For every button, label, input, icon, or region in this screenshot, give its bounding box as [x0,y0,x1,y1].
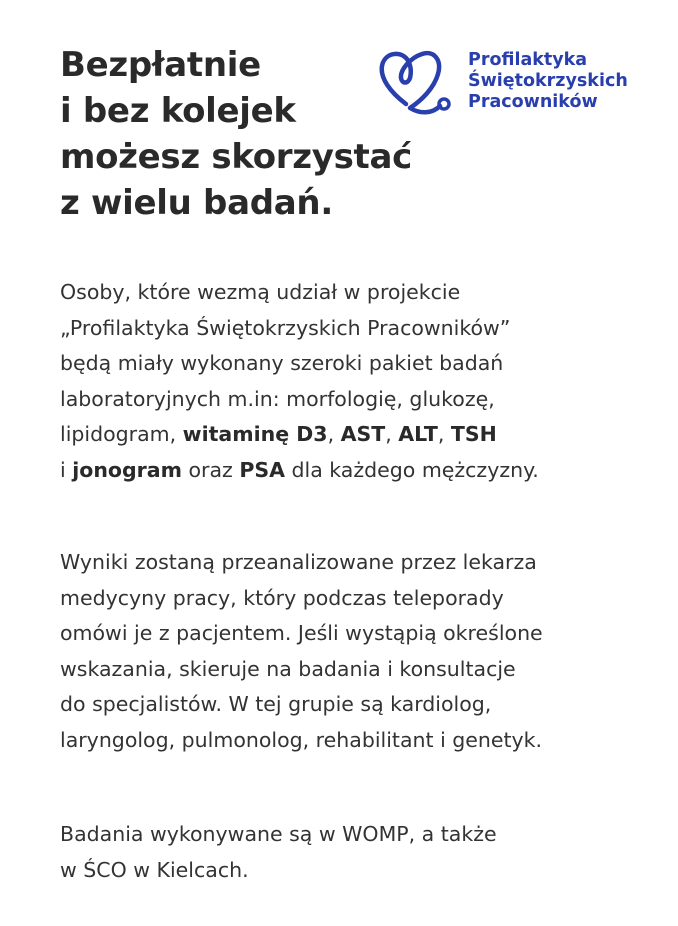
bold-term: jonogram [72,457,182,482]
headline-line: Bezpłatnie [60,45,261,85]
logo-text-line: Profilaktyka [468,50,588,70]
paragraph-line: Badania wykonywane są w WOMP, a także [60,822,497,846]
bold-term: ALT [398,422,438,446]
headline-line: możesz skorzystać [60,137,412,177]
logo-text-line: Pracowników [468,92,598,112]
paragraph-line: do specjalistów. W tej grupie są kardiolog, [60,692,492,716]
bold-term: TSH [450,422,497,446]
headline-line: i bez kolejek [60,91,296,131]
paragraph-line: omówi je z pacjentem. Jeśli wystąpią określone [60,621,543,645]
project-logo [376,42,646,122]
paragraph-line: wskazania, skieruje na badania i konsultacje [60,656,516,681]
text-run: lipidogram, [60,422,183,446]
paragraph-line: medycyny pracy, który podczas teleporady [60,585,504,610]
paragraph-line [60,417,650,453]
paragraph-line: Osoby, które wezmą udział w projekcie [60,280,461,304]
text-run: oraz [182,457,240,482]
paragraph-line: w ŚCO w Kielcach. [60,857,249,882]
paragraph-line: Wyniki zostaną przeanalizowane przez lekarza [60,550,537,574]
text-run: dla każdego mężczyzny. [284,457,539,482]
bold-term: PSA [239,457,285,482]
text-run: , [327,422,341,446]
text-run: i [60,457,73,482]
heart-stethoscope-icon [376,44,460,120]
paragraph-line: „Profilaktyka Świętokrzyskich Pracowników” [60,315,511,340]
paragraph-tests [60,275,650,488]
text-run: , [385,422,399,446]
paragraph-line: laboratoryjnych m.in: morfologię, glukozę, [60,386,495,411]
paragraph-line: laryngolog, pulmonolog, rehabilitant i genetyk. [60,727,543,752]
paragraph-results [60,545,650,758]
paragraph-locations [60,817,650,888]
paragraph-line: będą miały wykonany szeroki pakiet badań [60,351,504,375]
bold-term: witaminę D3 [182,422,328,446]
headline-line: z wielu badań. [60,183,333,223]
paragraph-line [60,453,650,489]
logo-text-line: Świętokrzyskich [468,71,628,91]
text-run: , [437,422,451,446]
bold-term: AST [340,422,386,446]
logo-text [468,50,628,113]
